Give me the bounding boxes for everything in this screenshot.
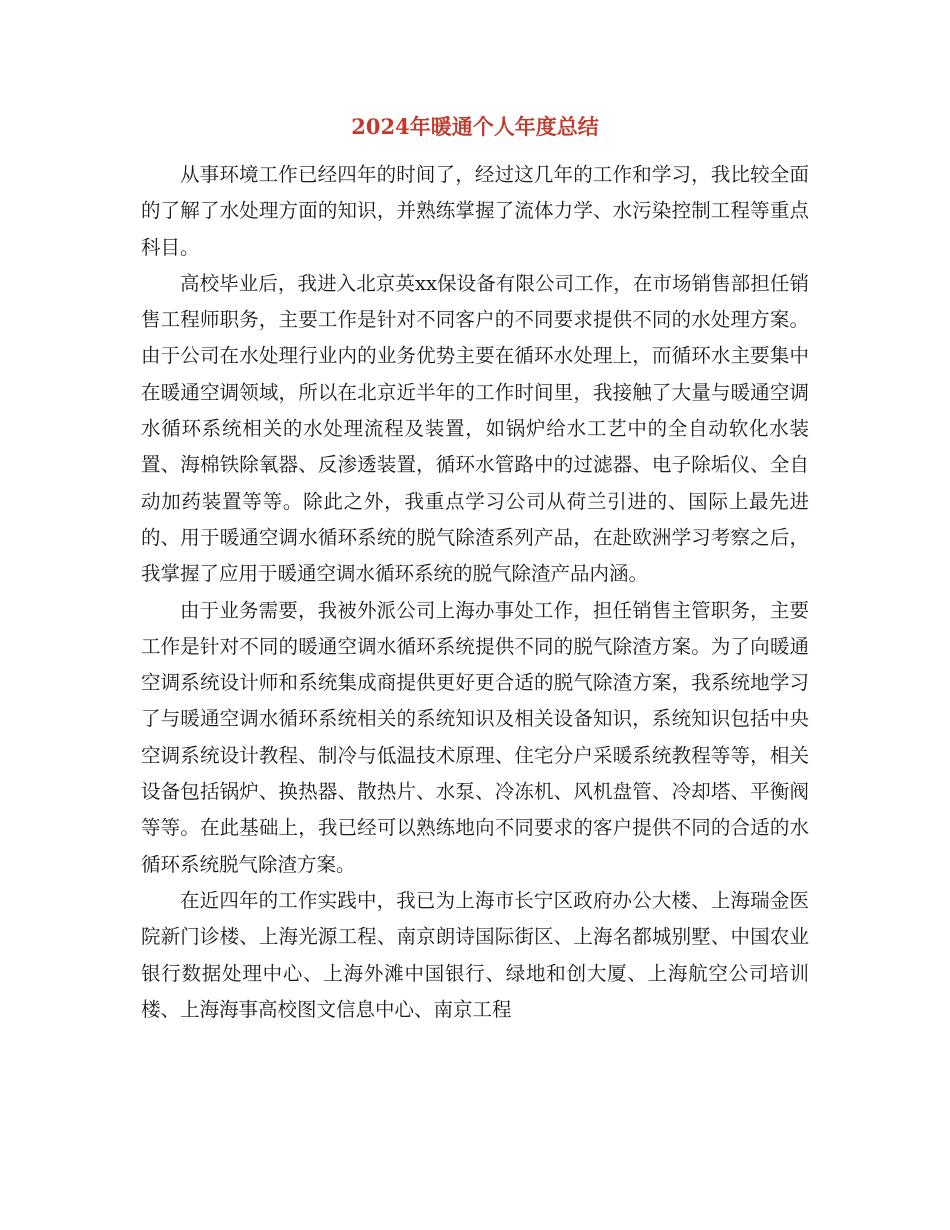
paragraph-4: 在近四年的工作实践中，我已为上海市长宁区政府办公大楼、上海瑞金医院新门诊楼、上海光源工程、南京朗诗国际街区、上海名都城别墅、中国农业银行数据处理中心、上海外滩中国银行、绿地和创大厦、上海航空公司培训楼、上海海事高校图文信息中心、南京工程 [141,888,809,1021]
paragraph-3: 由于业务需要，我被外派公司上海办事处工作，担任销售主管职务，主要工作是针对不同的暖通空调水循环系统提供不同的脱气除渣方案。为了向暖通空调系统设计师和系统集成商提供更好更合适的脱气除渣方案，我系统地学习了与暖通空调水循环系统相关的系统知识及相关设备知识，系统知识包括中央空调系统设计教程、制冷与低温技术原理、住宅分户采暖系统教程等等，相关设备包括锅炉、换热器、散热片、水泵、冷冻机、风机盘管、冷却塔、平衡阀等等。在此基础上，我已经可以熟练地向不同要求的客户提供不同的合适的水循环系统脱气除渣方案。 [141,598,809,876]
paragraph-1: 从事环境工作已经四年的时间了，经过这几年的工作和学习，我比较全面的了解了水处理方面的知识，并熟练掌握了流体力学、水污染控制工程等重点科目。 [141,163,809,259]
paragraph-2: 高校毕业后，我进入北京英xx保设备有限公司工作，在市场销售部担任销售工程师职务，主要工作是针对不同客户的不同要求提供不同的水处理方案。由于公司在水处理行业内的业务优势主要在循环水处理上，而循环水主要集中在暖通空调领域，所以在北京近半年的工作时间里，我接触了大量与暖通空调水循环系统相关的水处理流程及装置，如锅炉给水工艺中的全自动软化水装置、海棉铁除氧器、反渗透装置，循环水管路中的过滤器、电子除垢仪、全自动加药装置等等。除此之外，我重点学习公司从荷兰引进的、国际上最先进的、用于暖通空调水循环系统的脱气除渣系列产品，在赴欧洲学习考察之后，我掌握了应用于暖通空调水循环系统的脱气除渣产品内涵。 [141,271,809,586]
document-body [141,157,809,1028]
document-title: 2024年暖通个人年度总结 [351,114,599,139]
